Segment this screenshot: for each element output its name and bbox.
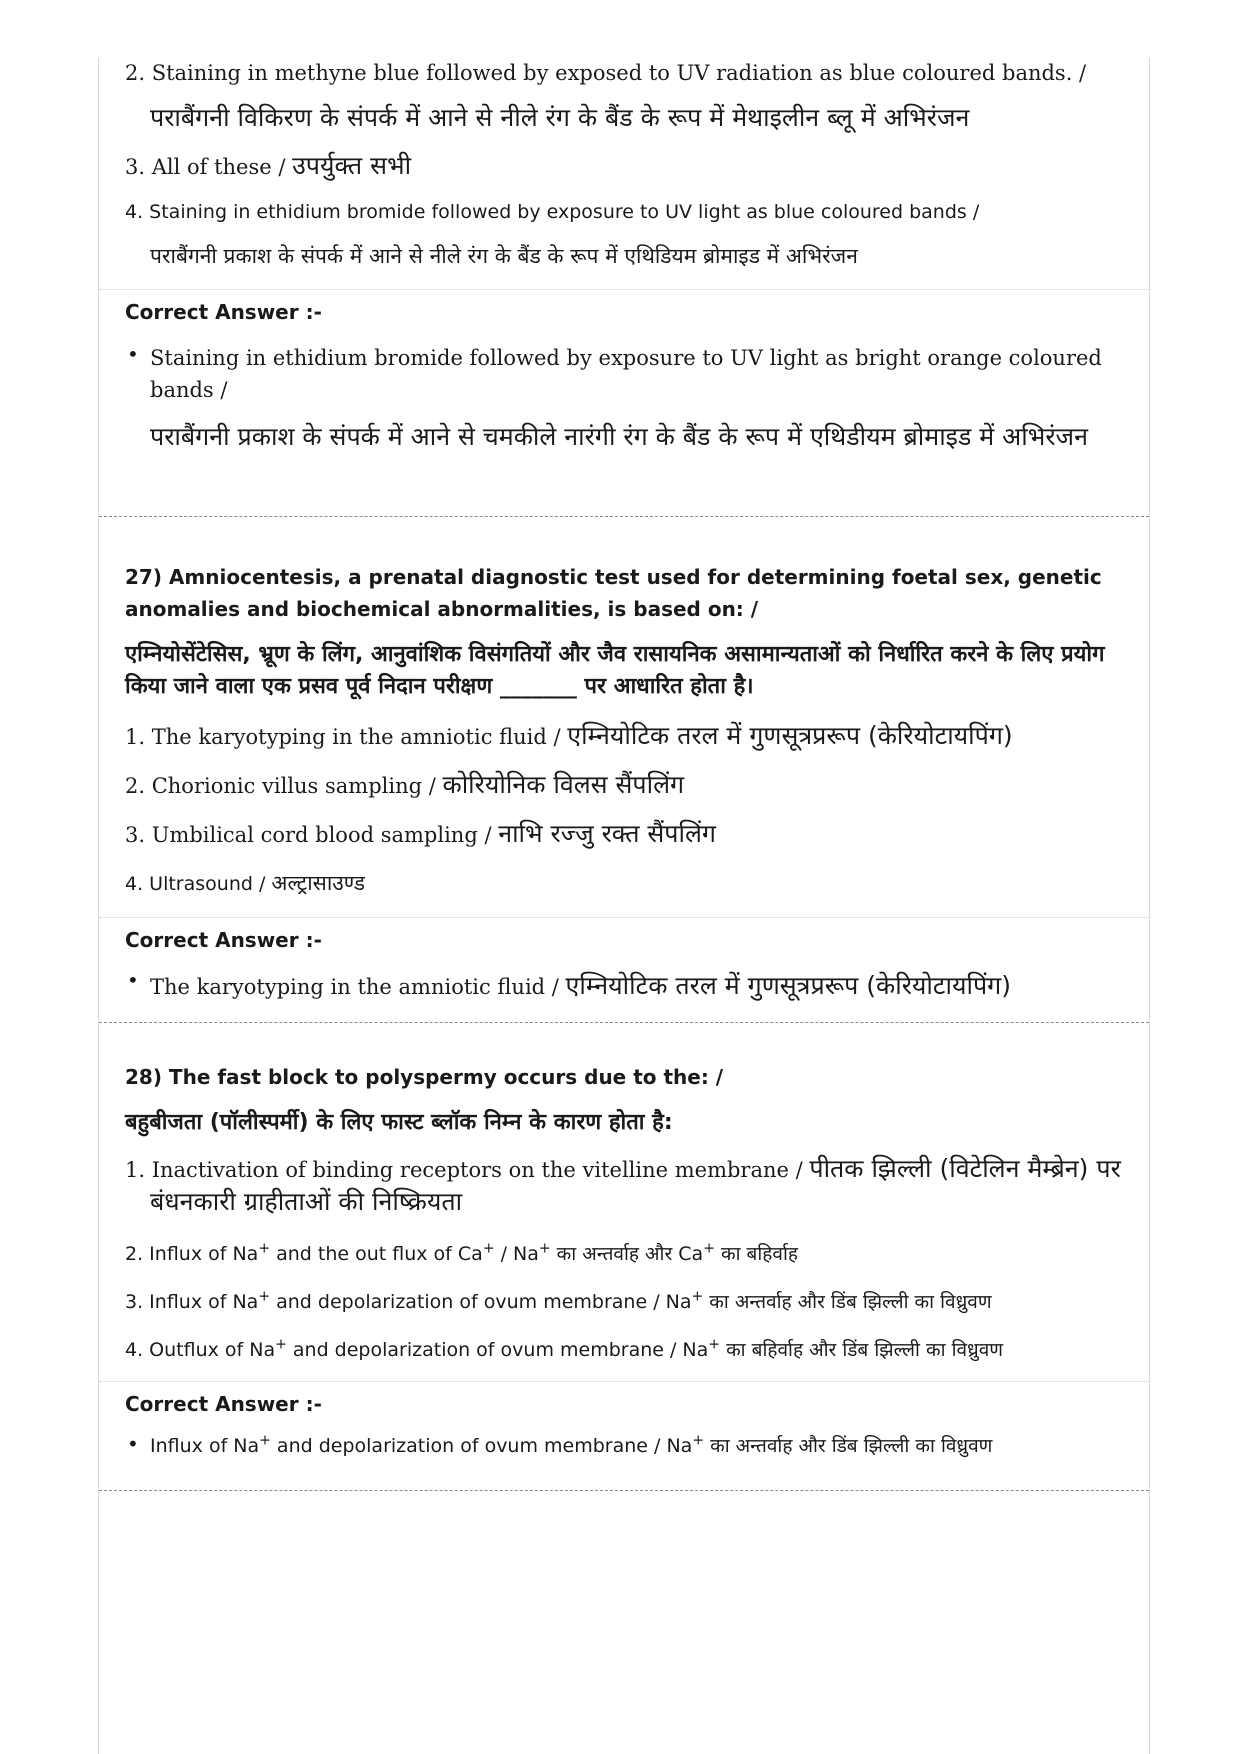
q28-option-1 [125,1153,1125,1219]
q27-option-2 [125,770,1125,801]
q28-option-2-text: 2. Influx of Na [125,1243,259,1265]
q28-option-2-text: and the out flux of Ca [270,1243,483,1265]
q28-option-1-hi: पीतक झिल्ली (विटेलिन मैम्ब्रेन) पर बंधनकारी ग्राहीताओं की निष्क्रियता [150,1154,1121,1216]
question-paper-page [98,58,1150,1754]
superscript-plus: + [692,1432,705,1449]
q28-option-2-text: / Na [494,1243,539,1265]
q26-option-4-hi: पराबैंगनी प्रकाश के संपर्क में आने से नीले रंग के बैंड के रूप में एथिडियम ब्रोमाइड में अभिरंजन [150,244,858,268]
q27-question-hi: एम्नियोसेंटेसिस, भ्रूण के लिंग, आनुवांशिक विसंगतियों और जैव रासायनिक असामान्यताओं को निर्धारित करने के लिए प्रयोग किया जाने वाला एक प्रसव पूर्व निदान परीक्षण _______ पर आधारित होता है। [125,642,1105,699]
q27-option-3-hi: नाभि रज्जु रक्त सैंपलिंग [498,819,716,848]
q28-question-en: 28) The fast block to polyspermy occurs due to the: / [125,1065,724,1089]
q28-correct-answer-section [99,1382,1149,1490]
q28-correct-answer-text: Influx of Na [150,1435,260,1457]
q26-correct-answer-hi: पराबैंगनी प्रकाश के संपर्क में आने से चमकीले नारंगी रंग के बैंड के रूप में एथिडीयम ब्रोमाइड में अभिरंजन [150,422,1088,451]
q27-correct-answer-hi: एम्नियोटिक तरल में गुणसूत्रप्ररूप (केरियोटायपिंग) [565,971,1011,1000]
q27-option-4-en: 4. Ultrasound / [125,873,272,895]
q28-question-hi: बहुबीजता (पॉलीस्पर्मी) के लिए फास्ट ब्लॉक निम्न के कारण होता है: [125,1110,673,1135]
q27-option-2-en: 2. Chorionic villus sampling / [125,774,443,798]
q28-correct-answer [125,1432,1125,1458]
question-28 [99,1023,1149,1365]
q27-option-1-hi: एम्नियोटिक तरल में गुणसूत्रप्ररूप (केरियोटायपिंग) [567,721,1013,750]
q27-correct-answer-en: The karyotyping in the amniotic fluid / [150,975,566,999]
q28-option-2-text: का बहिर्वाह [714,1243,798,1265]
q26-option-2-en: 2. Staining in methyne blue followed by exposed to UV radiation as blue coloured bands. / [125,61,1087,85]
q28-option-2-text: का अन्तर्वाह और Ca [550,1243,704,1265]
superscript-plus: + [691,1288,704,1305]
q28-option-2 [125,1239,1125,1269]
q28-option-3-text: का अन्तर्वाह और डिंब झिल्ली का विध्रुवण [703,1291,992,1313]
q28-option-3-text: and depolarization of ovum membrane / Na [270,1291,692,1313]
q27-option-4 [125,868,1125,899]
superscript-plus: + [259,1432,271,1449]
q28-correct-answer-text: and depolarization of ovum membrane / Na [270,1435,693,1457]
q27-question-en: 27) Amniocentesis, a prenatal diagnostic test used for determining foetal sex, genetic anomalies and biochemical abnormalities, is based on: / [125,565,1102,621]
q28-option-1-en: 1. Inactivation of binding receptors on the vitelline membrane / [125,1158,810,1182]
q27-option-2-hi: कोरियोनिक विलस सैंपलिंग [442,770,685,799]
q28-option-4-text: and depolarization of ovum membrane / Na [286,1339,709,1361]
q28-option-3 [125,1287,1125,1317]
q28-correct-answer-label: Correct Answer :- [125,1392,322,1416]
superscript-plus: + [703,1240,715,1257]
q28-option-4-text: 4. Outflux of Na [125,1339,276,1361]
q27-option-3-en: 3. Umbilical cord blood sampling / [125,823,499,847]
superscript-plus: + [482,1240,495,1257]
q26-option-2-hi: पराबैंगनी विकिरण के संपर्क में आने से नीले रंग के बैंड के रूप में मेथाइलीन ब्लू में अभिरंजन [150,103,970,132]
q28-option-4-text: का बहिर्वाह और डिंब झिल्ली का विध्रुवण [720,1339,1004,1361]
q27-correct-answer-section [99,918,1149,1022]
superscript-plus: + [258,1240,271,1257]
q28-option-3-text: 3. Influx of Na [125,1291,259,1313]
q26-correct-answer-section [99,290,1149,516]
q26-correct-answer-en: • Staining in ethidium bromide followed by exposure to UV light as bright orange coloured bands / [150,346,1102,402]
superscript-plus: + [275,1336,287,1353]
question-26-options [99,58,1149,271]
question-separator [99,1490,1149,1491]
q26-option-3 [125,148,1125,185]
q27-option-4-hi: अल्ट्रासाउण्ड [271,871,365,895]
q26-correct-answer [125,342,1125,454]
q26-option-3-hi: उपर्युक्त सभी [292,151,412,180]
q27-option-1-en: 1. The karyotyping in the amniotic fluid / [125,725,568,749]
q26-option-3-en: 3. All of these / [125,155,293,179]
superscript-plus: + [258,1288,271,1305]
superscript-plus: + [708,1336,721,1353]
q28-correct-answer-text: का अन्तर्वाह और डिंब झिल्ली का विध्रुवण [704,1435,993,1457]
q27-correct-answer-label: Correct Answer :- [125,928,322,952]
q26-correct-answer-label: Correct Answer :- [125,300,322,324]
q28-option-4 [125,1335,1125,1365]
q27-correct-answer [125,968,1125,1002]
q27-option-1 [125,721,1125,752]
question-27 [99,517,1149,899]
q26-option-4-en: 4. Staining in ethidium bromide followed by exposure to UV light as blue coloured bands / [125,201,980,223]
superscript-plus: + [538,1240,551,1257]
q27-option-3 [125,819,1125,850]
